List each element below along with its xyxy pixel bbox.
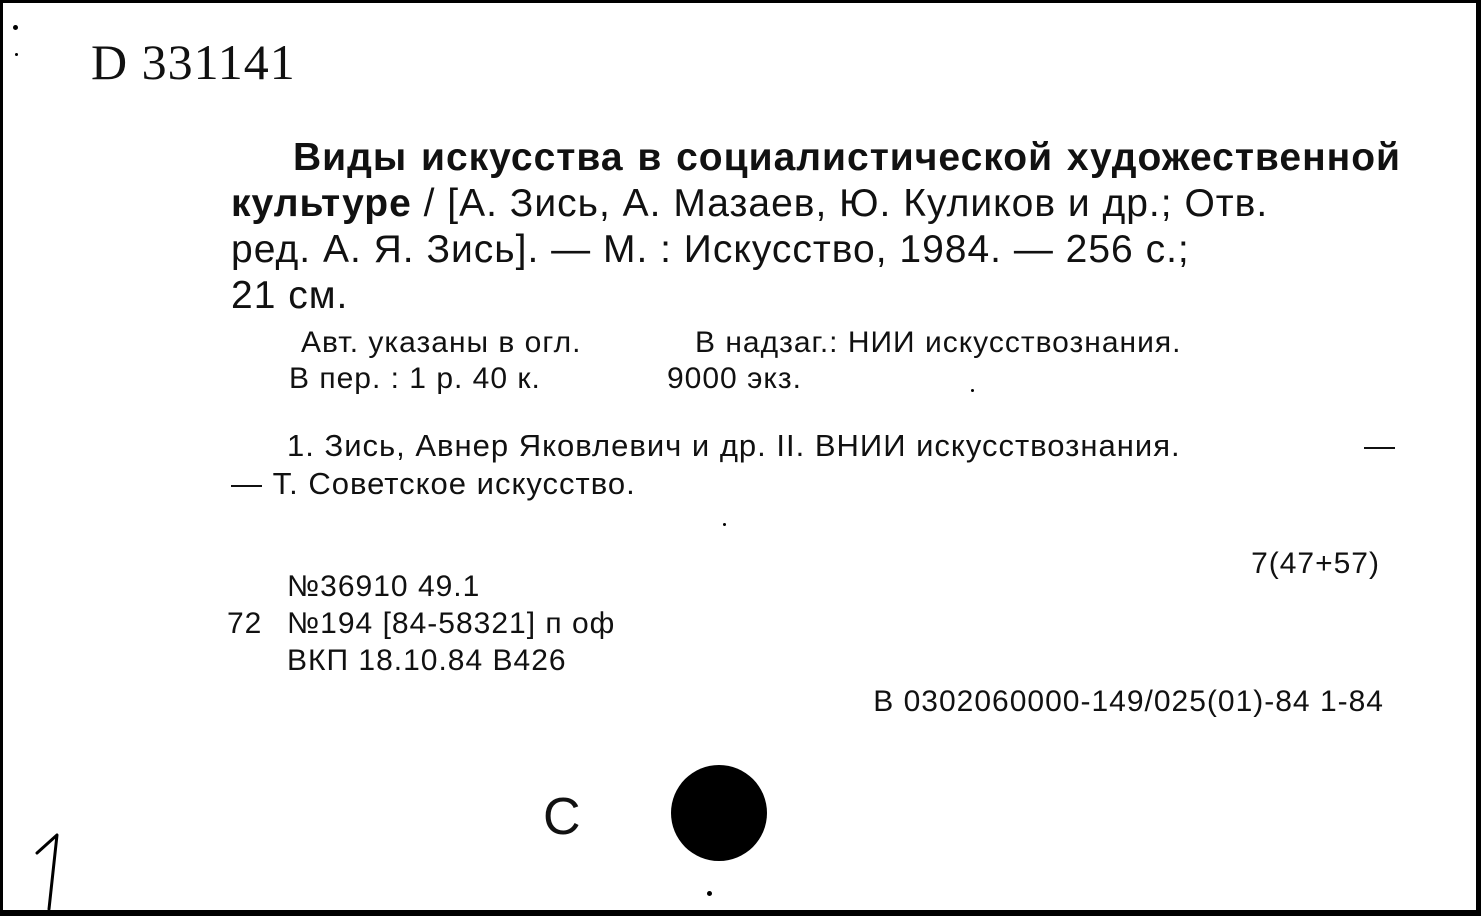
punch-hole (671, 765, 767, 861)
tech-prefix: 72 (227, 607, 263, 640)
tech-line (227, 568, 615, 605)
catalog-code: В 0302060000-149/025(01)-84 1-84 (873, 685, 1384, 718)
tech-line-text: №36910 49.1 (287, 570, 481, 603)
catalog-letter: С (543, 788, 581, 846)
tracing-row: — Т. Советское искусство. (231, 466, 636, 501)
speck (971, 389, 974, 392)
tracing-row (231, 427, 1396, 465)
publication-info: ред. А. Я. Зись]. — М. : Искусство, 1984. — 256 с.; (231, 228, 1190, 271)
technical-info (227, 568, 615, 679)
dimensions: 21 см. (231, 274, 349, 317)
tech-line (227, 642, 615, 679)
speck (723, 523, 726, 526)
note-price: В пер. : 1 р. 40 к. (289, 362, 541, 395)
tracings (231, 427, 1396, 503)
speck (707, 891, 712, 896)
title-responsibility: / [А. Зись, А. Мазаев, Ю. Куликов и др.; Отв. (411, 182, 1269, 225)
tech-line (227, 605, 615, 642)
note-authors: Авт. указаны в огл. (301, 326, 582, 359)
tech-line-text: №194 [84-58321] п оф (287, 607, 616, 640)
tech-line-text: ВКП 18.10.84 В426 (287, 644, 567, 677)
shelf-mark: D 331141 (91, 34, 296, 90)
speck (13, 25, 18, 30)
handwritten-number-icon (31, 831, 71, 911)
note-subtitle: В надзаг.: НИИ искусствознания. (695, 326, 1182, 359)
book-title: Виды искусства в социалистической художественной культуре (231, 136, 1401, 225)
speck (15, 53, 18, 56)
tracing-text: 1. Зись, Авнер Яковлевич и др. II. ВНИИ искусствознания. (287, 428, 1181, 463)
udc-index: 7(47+57) (1251, 547, 1380, 580)
note-copies: 9000 экз. (667, 362, 802, 395)
tracing-dash: — (1364, 428, 1396, 463)
bibliographic-description (231, 135, 1401, 319)
